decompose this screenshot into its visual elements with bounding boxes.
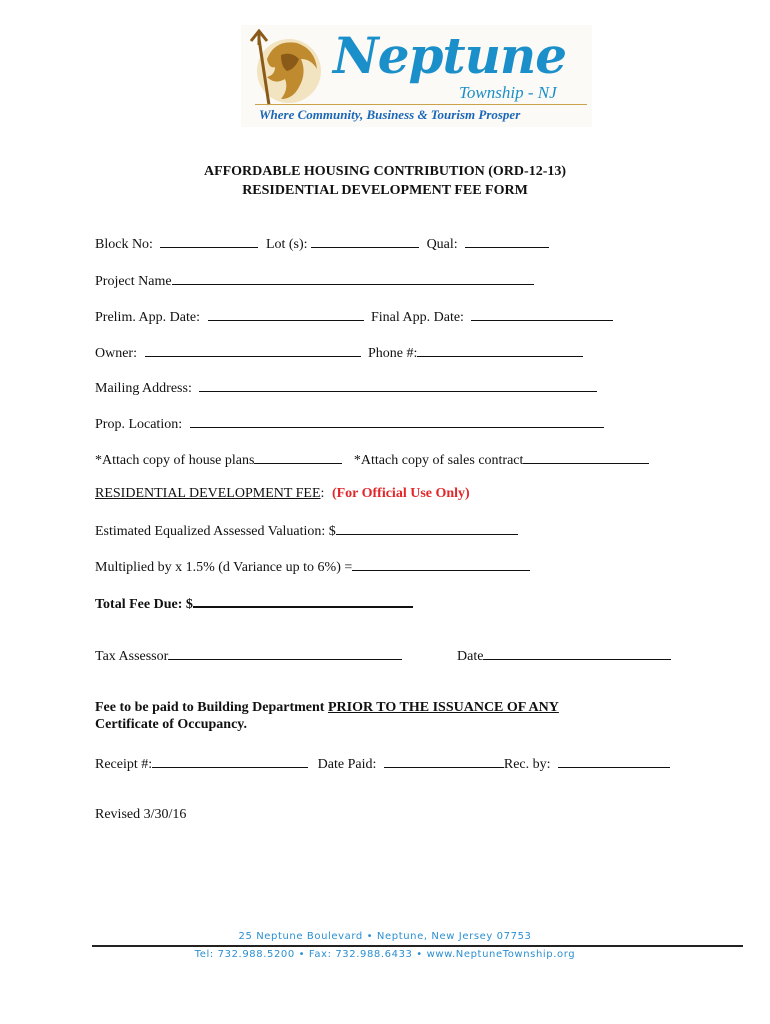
notice-text: Fee to be paid to Building Department — [95, 700, 328, 715]
assessed-valuation-field[interactable] — [336, 520, 518, 535]
notice-line2: Certificate of Occupancy. — [95, 717, 248, 732]
block-field[interactable] — [160, 233, 258, 248]
phone-label: Phone #: — [368, 346, 418, 361]
lot-field[interactable] — [311, 233, 419, 248]
total-fee-label: Total Fee Due: $ — [95, 597, 193, 612]
multiplied-row — [95, 556, 530, 577]
receipt-label: Receipt #: — [95, 757, 153, 772]
owner-label: Owner: — [95, 346, 137, 361]
multiplied-label: Multiplied by x 1.5% (d Variance up to 6%) = — [95, 560, 353, 575]
tax-assessor-label: Tax Assessor — [95, 649, 169, 664]
receipt-field[interactable] — [152, 753, 308, 768]
owner-phone-row — [95, 342, 583, 363]
final-date-field[interactable] — [471, 306, 613, 321]
receipt-row — [95, 753, 670, 774]
fee-heading-row — [95, 485, 470, 503]
logo-tagline: Where Community, Business & Tourism Prosper — [259, 107, 521, 122]
lot-label: Lot (s): — [265, 237, 308, 252]
footer-contact: Tel: 732.988.5200 • Fax: 732.988.6433 • www.NeptuneTownship.org — [194, 949, 576, 960]
assessor-date-field[interactable] — [483, 645, 671, 660]
rec-by-field[interactable] — [558, 753, 670, 768]
qual-field[interactable] — [465, 233, 549, 248]
mailing-address-row — [95, 377, 597, 398]
footer-address: 25 Neptune Boulevard • Neptune, New Jersey 07753 — [238, 931, 532, 942]
fee-heading: RESIDENTIAL DEVELOPMENT FEE — [95, 486, 321, 501]
project-name-label: Project Name — [95, 274, 172, 289]
logo-subtitle: Township - NJ — [459, 83, 557, 102]
mailing-address-field[interactable] — [199, 377, 597, 392]
official-use-note: (For Official Use Only) — [331, 486, 470, 501]
qual-label: Qual: — [426, 237, 458, 252]
neptune-emblem-icon — [245, 29, 325, 109]
form-title-line2: RESIDENTIAL DEVELOPMENT FEE FORM — [242, 183, 528, 198]
assessed-valuation-label: Estimated Equalized Assessed Valuation: $ — [95, 524, 336, 539]
assessed-valuation-row — [95, 520, 518, 541]
block-label: Block No: — [95, 237, 153, 252]
fee-heading-colon: : — [320, 486, 325, 501]
assessor-date-row — [457, 645, 671, 666]
footer-divider — [92, 945, 743, 947]
logo-divider — [255, 104, 587, 105]
final-date-label: Final App. Date: — [371, 310, 464, 325]
prop-location-field[interactable] — [190, 413, 604, 428]
mailing-address-label: Mailing Address: — [95, 381, 192, 396]
prelim-date-field[interactable] — [208, 306, 364, 321]
total-fee-field[interactable] — [193, 592, 413, 608]
app-dates-row — [95, 306, 613, 327]
attachments-row — [95, 449, 649, 470]
form-title-line1: AFFORDABLE HOUSING CONTRIBUTION (ORD-12-13) — [203, 164, 567, 179]
project-name-row — [95, 270, 534, 291]
prop-location-label: Prop. Location: — [95, 417, 183, 432]
total-fee-row — [95, 592, 413, 614]
assessor-row — [95, 645, 402, 666]
multiplied-field[interactable] — [352, 556, 530, 571]
township-logo — [241, 25, 592, 127]
assessor-date-label: Date — [457, 649, 484, 664]
notice-emphasis: PRIOR TO THE ISSUANCE OF ANY — [327, 700, 559, 715]
project-name-field[interactable] — [172, 270, 534, 285]
attach-contract-label: *Attach copy of sales contract — [353, 453, 524, 468]
phone-field[interactable] — [417, 342, 583, 357]
tax-assessor-field[interactable] — [168, 645, 402, 660]
prop-location-row — [95, 413, 604, 434]
logo-name: Neptune — [333, 26, 567, 85]
owner-field[interactable] — [145, 342, 361, 357]
attach-plans-field[interactable] — [254, 449, 342, 464]
attach-plans-label: *Attach copy of house plans — [95, 453, 255, 468]
prelim-date-label: Prelim. App. Date: — [95, 310, 200, 325]
date-paid-label: Date Paid: — [317, 757, 377, 772]
notice-line1 — [95, 699, 559, 717]
rec-by-label: Rec. by: — [503, 757, 551, 772]
attach-contract-field[interactable] — [523, 449, 649, 464]
block-lot-qual-row — [95, 233, 549, 254]
revised-date: Revised 3/30/16 — [95, 807, 187, 822]
date-paid-field[interactable] — [384, 753, 504, 768]
